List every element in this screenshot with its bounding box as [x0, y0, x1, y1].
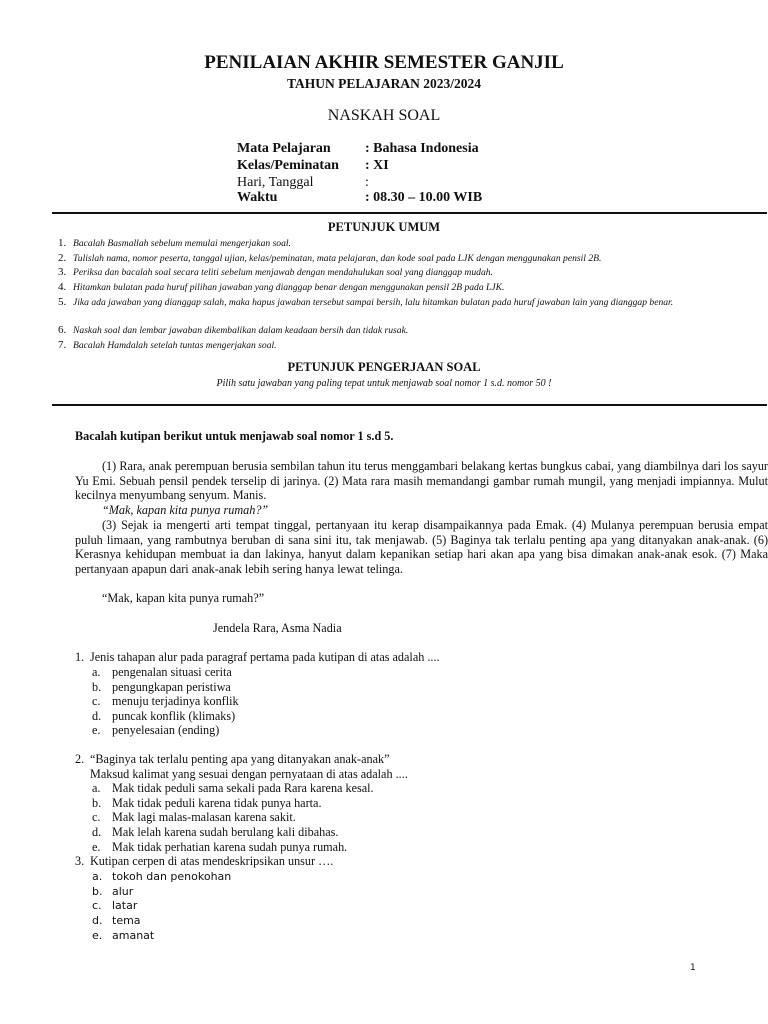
list-number: 7. — [58, 339, 67, 351]
question-1 — [75, 650, 755, 665]
question-text: “Baginya tak terlalu penting apa yang ditanyakan anak-anak” — [90, 752, 390, 766]
question-2 — [75, 752, 755, 767]
option-1d[interactable]: d. puncak konflik (klimaks) — [92, 709, 236, 723]
info-row-subject — [237, 141, 637, 158]
info-value: : XI — [365, 158, 389, 173]
work-instructions-heading: PETUNJUK PENGERJAAN SOAL — [287, 360, 481, 374]
page-title: PENILAIAN AKHIR SEMESTER GANJIL — [204, 52, 564, 73]
academic-year: TAHUN PELAJARAN 2023/2024 — [286, 76, 481, 91]
passage-quote-2: “Mak, kapan kita punya rumah?” — [102, 591, 265, 605]
option-3e[interactable]: e. amanat — [92, 929, 155, 942]
info-label: Mata Pelajaran — [237, 141, 331, 156]
info-value: : Bahasa Indonesia — [365, 141, 479, 156]
option-1b[interactable]: b. pengungkapan peristiwa — [92, 680, 231, 694]
option-3c[interactable]: c. latar — [92, 899, 138, 912]
option-1e[interactable]: e. penyelesaian (ending) — [92, 723, 220, 737]
question-number: 1. — [75, 650, 85, 664]
info-label: Hari, Tanggal — [237, 175, 314, 190]
list-text: Bacalah Hamdalah setelah tuntas mengerjakan soal. — [73, 340, 277, 351]
info-label: Kelas/Peminatan — [237, 158, 339, 173]
list-text: Jika ada jawaban yang dianggap salah, maka hapus jawaban tersebut sampai bersih, lalu hitamkan bulatan pada huruf jawaban lain yang dianggap benar. — [73, 297, 674, 308]
question-number: 2. — [75, 752, 85, 766]
list-text: Hitamkan bulatan pada huruf pilihan jawaban yang dianggap benar dengan menggunakan pensil 2B pada LJK. — [73, 282, 505, 293]
info-row-class — [237, 158, 637, 175]
option-2e[interactable]: e. Mak tidak perhatian karena sudah punya rumah. — [92, 840, 348, 854]
passage-source: Jendela Rara, Asma Nadia — [213, 621, 342, 635]
option-2d[interactable]: d. Mak lelah karena sudah berulang kali dibahas. — [92, 825, 339, 839]
info-value: : — [365, 175, 369, 190]
reading-instruction: Bacalah kutipan berikut untuk menjawab soal nomor 1 s.d 5. — [75, 429, 394, 443]
list-text: Naskah soal dan lembar jawaban dikembalikan dalam keadaan bersih dan tidak rusak. — [73, 325, 409, 336]
divider-bottom — [52, 404, 767, 406]
general-instructions-heading: PETUNJUK UMUM — [327, 220, 441, 234]
work-instructions-text: Pilih satu jawaban yang paling tepat untuk menjawab soal nomor 1 s.d. nomor 50 ! — [216, 378, 552, 389]
divider-top — [52, 212, 767, 214]
info-value: : 08.30 – 10.00 WIB — [365, 190, 483, 205]
list-number: 3. — [58, 266, 67, 278]
question-3 — [75, 854, 755, 869]
passage-paragraph-2: (3) Sejak ia mengerti arti tempat tinggal, pertanyaan itu kerap disampaikannya pada Emak. (4) Mulanya perempuan berusia empat puluh limaan, yang rambutnya beruban di sana sini itu, tak menjawab. (5) Baginya tak terlalu penting apa yang ditanyakan anak-anak. (6) Kerasnya kehidupan membuat ia dan lakinya, hanyut dalam kepanikan setiap hari akan apa yang bisa dimakan anak-anak esok. (7) Maka pertanyaan apapun dari anak-anak lebih sering hanya lewat telinga. — [75, 518, 768, 576]
info-label: Waktu — [237, 190, 278, 205]
list-text: Periksa dan bacalah soal secara teliti sebelum menjawab dengan mendahulukan soal yang dianggap mudah. — [73, 267, 493, 278]
list-text: Bacalah Basmallah sebelum memulai mengerjakan soal. — [73, 238, 291, 249]
passage-paragraph-1: (1) Rara, anak perempuan berusia sembilan tahun itu terus menggambari belakang kertas bungkus cabai, yang diambilnya dari los sayur Yu Emi. Sebuah pensil pendek terselip di jarinya. (2) Mata rara masih memandangi gambar rumah mungil, yang menjadi impiannya. Mulut kecilnya menyumbang senyum. Manis. — [75, 459, 768, 503]
question-text: Jenis tahapan alur pada paragraf pertama pada kutipan di atas adalah .... — [90, 650, 440, 664]
passage-quote-1: “Mak, kapan kita punya rumah?” — [102, 503, 269, 517]
list-number: 4. — [58, 281, 67, 293]
list-text: Tulislah nama, nomor peserta, tanggal ujian, kelas/peminatan, mata pelajaran, dan kode soal pada LJK dengan menggunakan pensil 2B. — [73, 253, 602, 264]
page-number: 1 — [690, 963, 696, 973]
option-2c[interactable]: c. Mak lagi malas-malasan karena sakit. — [92, 810, 296, 824]
list-number: 1. — [58, 237, 67, 249]
question-number: 3. — [75, 854, 85, 868]
list-number: 6. — [58, 324, 67, 336]
list-number: 5. — [58, 296, 67, 308]
option-3a[interactable]: a. tokoh dan penokohan — [92, 870, 232, 883]
option-2a[interactable]: a. Mak tidak peduli sama sekali pada Rara karena kesal. — [92, 781, 374, 795]
info-row-time — [237, 190, 637, 207]
option-3d[interactable]: d. tema — [92, 914, 141, 927]
option-1a[interactable]: a. pengenalan situasi cerita — [92, 665, 232, 679]
list-number: 2. — [58, 252, 67, 264]
option-3b[interactable]: b. alur — [92, 885, 134, 898]
question-text: Kutipan cerpen di atas mendeskripsikan unsur …. — [90, 854, 334, 868]
question-prompt: Maksud kalimat yang sesuai dengan pernyataan di atas adalah .... — [90, 767, 408, 781]
option-2b[interactable]: b. Mak tidak peduli karena tidak punya harta. — [92, 796, 322, 810]
option-1c[interactable]: c. menuju terjadinya konflik — [92, 694, 239, 708]
document-type: NASKAH SOAL — [327, 107, 441, 124]
